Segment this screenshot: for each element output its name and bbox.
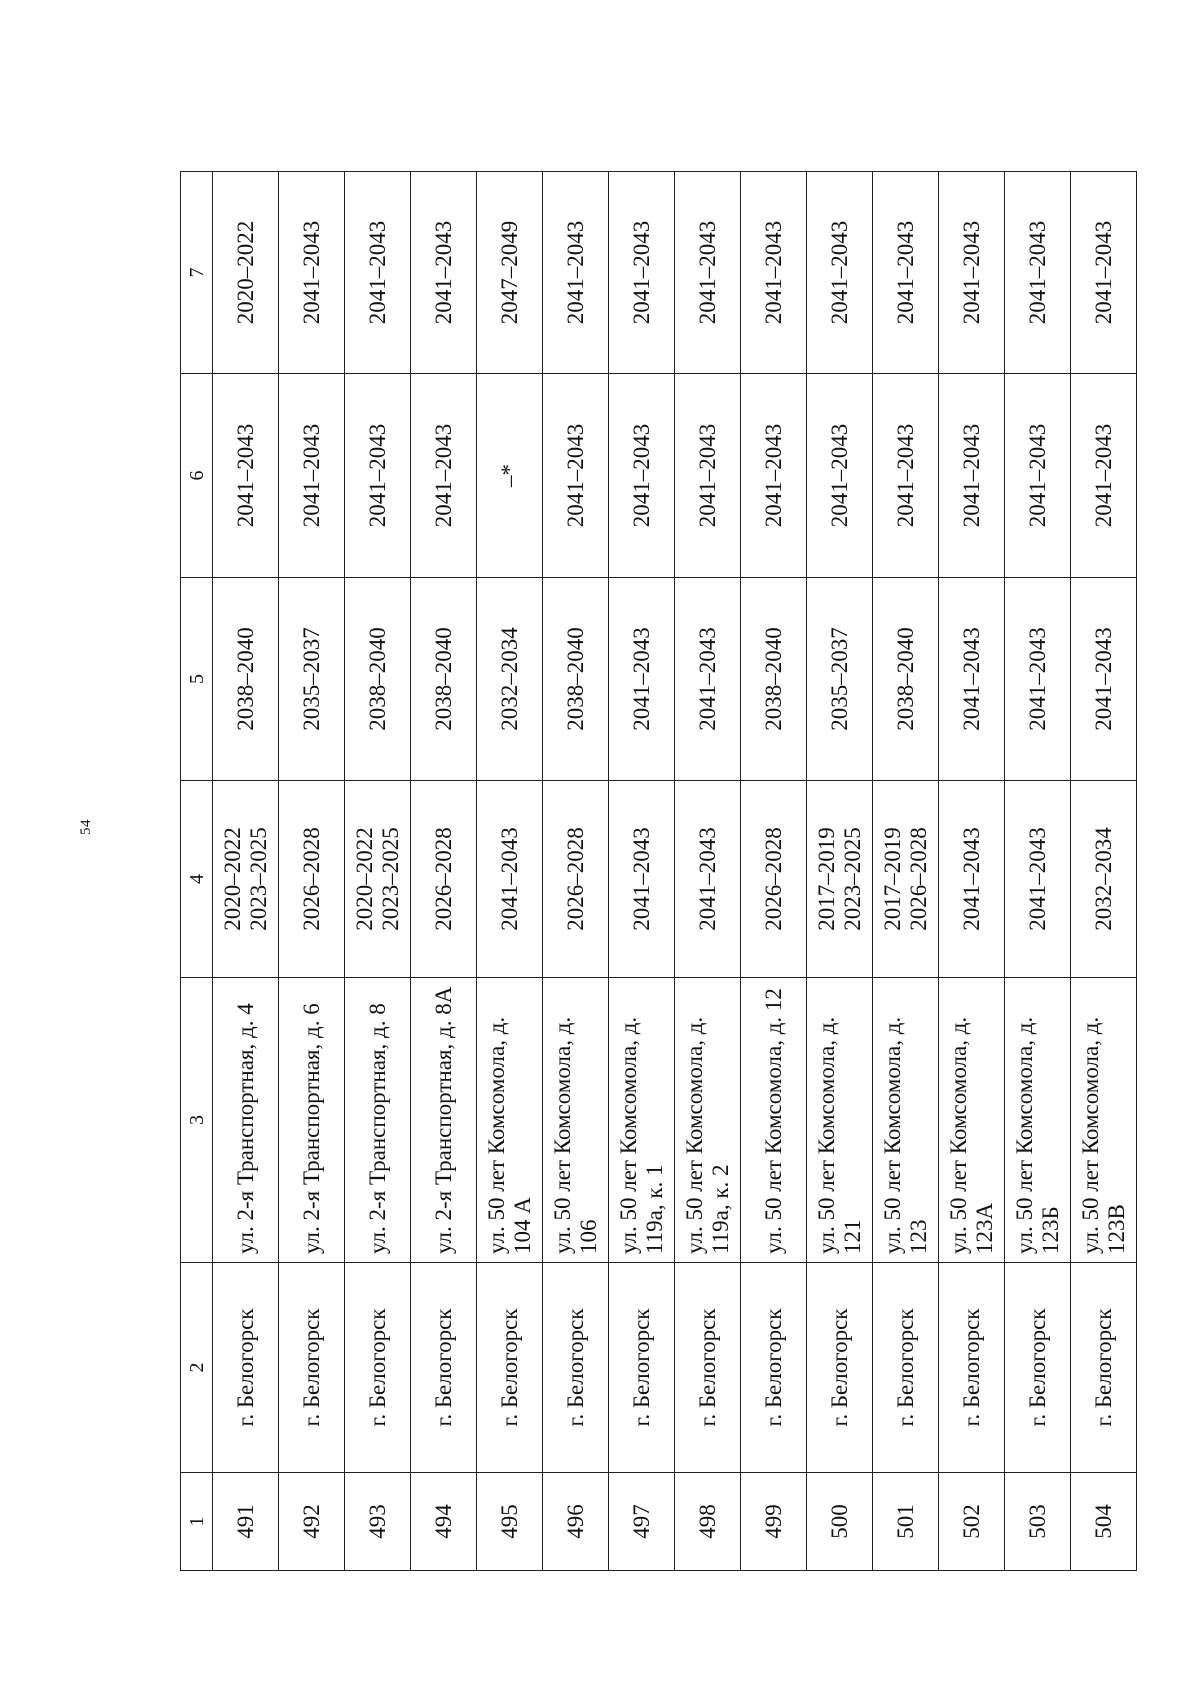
- period-col7-cell: 2041–2043: [1005, 172, 1071, 374]
- table-row: [675, 172, 741, 1571]
- period-line: 2020–2022: [351, 827, 377, 931]
- page-number: 54: [78, 819, 94, 835]
- period-line: 2017–2019: [813, 827, 839, 931]
- address-cell: ул. 2-я Транспортная, д. 4: [213, 978, 279, 1263]
- table-row: [213, 172, 279, 1571]
- period-col7-cell: 2041–2043: [807, 172, 873, 374]
- period-col7-cell: 2041–2043: [411, 172, 477, 374]
- row-number: 492: [279, 1473, 345, 1571]
- address-cell: ул. 50 лет Комсомола, д. 123: [873, 978, 939, 1263]
- city-cell: г. Белогорск: [345, 1263, 411, 1473]
- city-cell: г. Белогорск: [411, 1263, 477, 1473]
- table-row: [609, 172, 675, 1571]
- period-line: 2026–2028: [562, 827, 588, 931]
- period-col4-cell: [873, 781, 939, 978]
- period-line: 2026–2028: [905, 827, 931, 931]
- period-line: 2020–2022: [219, 827, 245, 931]
- table-row: [345, 172, 411, 1571]
- period-col5-cell: 2038–2040: [741, 578, 807, 781]
- period-col4-cell: [213, 781, 279, 978]
- period-col6-cell: 2041–2043: [675, 374, 741, 578]
- address-cell: ул. 50 лет Комсомола, д. 12: [741, 978, 807, 1263]
- header-col-4: 4: [181, 781, 213, 978]
- period-col4-cell: [411, 781, 477, 978]
- period-line: 2026–2028: [760, 827, 786, 931]
- period-col6-cell: 2041–2043: [213, 374, 279, 578]
- period-col7-cell: 2041–2043: [1071, 172, 1137, 374]
- header-col-2: 2: [181, 1263, 213, 1473]
- period-col7-cell: 2041–2043: [279, 172, 345, 374]
- city-cell: г. Белогорск: [279, 1263, 345, 1473]
- address-cell: ул. 50 лет Комсомола, д. 123В: [1071, 978, 1137, 1263]
- table-row: [1005, 172, 1071, 1571]
- table-row: [411, 172, 477, 1571]
- period-col6-cell: 2041–2043: [345, 374, 411, 578]
- header-col-3: 3: [181, 978, 213, 1263]
- table-row: [543, 172, 609, 1571]
- period-col7-cell: 2041–2043: [939, 172, 1005, 374]
- address-cell: ул. 2-я Транспортная, д. 8: [345, 978, 411, 1263]
- period-col4-cell: [543, 781, 609, 978]
- period-col5-cell: 2038–2040: [345, 578, 411, 781]
- row-number: 503: [1005, 1473, 1071, 1571]
- period-col5-cell: 2035–2037: [807, 578, 873, 781]
- city-cell: г. Белогорск: [741, 1263, 807, 1473]
- housing-schedule-table: [180, 171, 1137, 1571]
- header-row: [181, 172, 213, 1571]
- table-row: [939, 172, 1005, 1571]
- period-line: 2032–2034: [1090, 827, 1116, 931]
- header-col-5: 5: [181, 578, 213, 781]
- period-col4-cell: [741, 781, 807, 978]
- row-number: 504: [1071, 1473, 1137, 1571]
- period-col6-cell: –*: [477, 374, 543, 578]
- period-col5-cell: 2038–2040: [213, 578, 279, 781]
- period-col4-cell: [675, 781, 741, 978]
- period-col6-cell: 2041–2043: [939, 374, 1005, 578]
- period-col6-cell: 2041–2043: [873, 374, 939, 578]
- period-line: 2041–2043: [1024, 827, 1050, 931]
- row-number: 499: [741, 1473, 807, 1571]
- row-number: 502: [939, 1473, 1005, 1571]
- period-col4-cell: [279, 781, 345, 978]
- row-number: 501: [873, 1473, 939, 1571]
- table-row: [807, 172, 873, 1571]
- address-cell: ул. 50 лет Комсомола, д. 123А: [939, 978, 1005, 1263]
- period-col7-cell: 2020–2022: [213, 172, 279, 374]
- header-col-7: 7: [181, 172, 213, 374]
- period-col6-cell: 2041–2043: [1005, 374, 1071, 578]
- row-number: 497: [609, 1473, 675, 1571]
- period-col6-cell: 2041–2043: [543, 374, 609, 578]
- period-line: 2023–2025: [377, 827, 403, 931]
- period-col7-cell: 2041–2043: [675, 172, 741, 374]
- city-cell: г. Белогорск: [675, 1263, 741, 1473]
- period-line: 2023–2025: [245, 827, 271, 931]
- period-col5-cell: 2035–2037: [279, 578, 345, 781]
- city-cell: г. Белогорск: [609, 1263, 675, 1473]
- address-cell: ул. 2-я Транспортная, д. 8А: [411, 978, 477, 1263]
- address-cell: ул. 50 лет Комсомола, д. 104 А: [477, 978, 543, 1263]
- period-col5-cell: 2032–2034: [477, 578, 543, 781]
- city-cell: г. Белогорск: [939, 1263, 1005, 1473]
- table-row: [741, 172, 807, 1571]
- period-col5-cell: 2041–2043: [675, 578, 741, 781]
- period-col6-cell: 2041–2043: [807, 374, 873, 578]
- period-col4-cell: [807, 781, 873, 978]
- city-cell: г. Белогорск: [543, 1263, 609, 1473]
- table-row: [873, 172, 939, 1571]
- period-col5-cell: 2041–2043: [1071, 578, 1137, 781]
- period-col4-cell: [345, 781, 411, 978]
- period-col7-cell: 2041–2043: [543, 172, 609, 374]
- period-line: 2017–2019: [879, 827, 905, 931]
- period-line: 2026–2028: [298, 827, 324, 931]
- address-cell: ул. 50 лет Комсомола, д. 123Б: [1005, 978, 1071, 1263]
- period-col6-cell: 2041–2043: [411, 374, 477, 578]
- row-number: 494: [411, 1473, 477, 1571]
- row-number: 496: [543, 1473, 609, 1571]
- period-col5-cell: 2038–2040: [411, 578, 477, 781]
- period-col7-cell: 2041–2043: [609, 172, 675, 374]
- table-row: [477, 172, 543, 1571]
- period-line: 2041–2043: [694, 827, 720, 931]
- table-row: [1071, 172, 1137, 1571]
- row-number: 498: [675, 1473, 741, 1571]
- row-number: 491: [213, 1473, 279, 1571]
- period-col4-cell: [939, 781, 1005, 978]
- address-cell: ул. 50 лет Комсомола, д. 121: [807, 978, 873, 1263]
- city-cell: г. Белогорск: [1005, 1263, 1071, 1473]
- table-container: [180, 172, 1129, 1571]
- header-col-6: 6: [181, 374, 213, 578]
- period-line: 2041–2043: [958, 827, 984, 931]
- period-line: 2041–2043: [496, 827, 522, 931]
- period-col5-cell: 2041–2043: [609, 578, 675, 781]
- period-col7-cell: 2041–2043: [345, 172, 411, 374]
- city-cell: г. Белогорск: [873, 1263, 939, 1473]
- period-col7-cell: 2047–2049: [477, 172, 543, 374]
- period-col4-cell: [477, 781, 543, 978]
- city-cell: г. Белогорск: [1071, 1263, 1137, 1473]
- city-cell: г. Белогорск: [213, 1263, 279, 1473]
- period-line: 2023–2025: [839, 827, 865, 931]
- address-cell: ул. 50 лет Комсомола, д. 119а, к. 2: [675, 978, 741, 1263]
- period-col5-cell: 2038–2040: [543, 578, 609, 781]
- period-col7-cell: 2041–2043: [873, 172, 939, 374]
- period-col5-cell: 2038–2040: [873, 578, 939, 781]
- city-cell: г. Белогорск: [807, 1263, 873, 1473]
- table-row: [279, 172, 345, 1571]
- table-body: [213, 172, 1137, 1571]
- row-number: 500: [807, 1473, 873, 1571]
- header-col-1: 1: [181, 1473, 213, 1571]
- period-line: 2026–2028: [430, 827, 456, 931]
- period-col6-cell: 2041–2043: [609, 374, 675, 578]
- period-col6-cell: 2041–2043: [1071, 374, 1137, 578]
- period-col5-cell: 2041–2043: [1005, 578, 1071, 781]
- period-col6-cell: 2041–2043: [279, 374, 345, 578]
- period-line: 2041–2043: [628, 827, 654, 931]
- period-col5-cell: 2041–2043: [939, 578, 1005, 781]
- period-col4-cell: [1005, 781, 1071, 978]
- period-col7-cell: 2041–2043: [741, 172, 807, 374]
- period-col4-cell: [1071, 781, 1137, 978]
- city-cell: г. Белогорск: [477, 1263, 543, 1473]
- address-cell: ул. 2-я Транспортная, д. 6: [279, 978, 345, 1263]
- row-number: 495: [477, 1473, 543, 1571]
- address-cell: ул. 50 лет Комсомола, д. 119а, к. 1: [609, 978, 675, 1263]
- address-cell: ул. 50 лет Комсомола, д. 106: [543, 978, 609, 1263]
- row-number: 493: [345, 1473, 411, 1571]
- period-col4-cell: [609, 781, 675, 978]
- period-col6-cell: 2041–2043: [741, 374, 807, 578]
